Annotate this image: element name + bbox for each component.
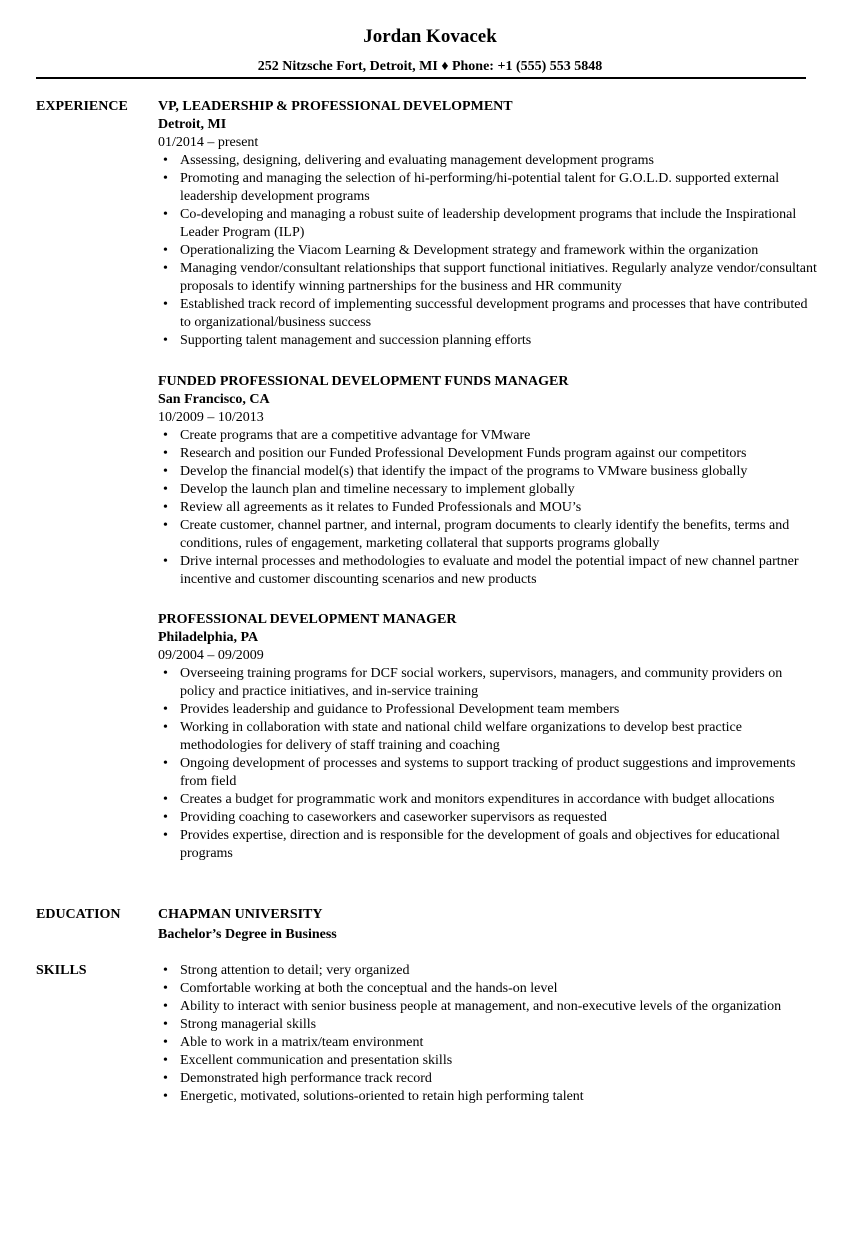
- job-duties: [158, 665, 820, 863]
- skills-list-block: [158, 962, 818, 1106]
- job-location: Detroit, MI: [158, 117, 227, 132]
- degree: Bachelor’s Degree in Business: [158, 927, 337, 942]
- list-item: • Co-developing and managing a robust suite of leadership development programs that include the Inspirational Leader Program (ILP): [180, 206, 820, 242]
- skills-list: [158, 962, 820, 1106]
- list-item: • Creates a budget for programmatic work and monitors expenditures in accordance with budget allocations: [180, 791, 820, 809]
- list-item: • Create customer, channel partner, and internal, program documents to clearly identify the benefits, terms and conditions, rules of engagement, marketing collateral that supports programs globally: [180, 517, 820, 553]
- header-divider: [36, 77, 806, 79]
- list-item: • Energetic, motivated, solutions-oriented to retain high performing talent: [180, 1088, 820, 1106]
- job-location: San Francisco, CA: [158, 392, 270, 407]
- list-item: • Develop the financial model(s) that identify the impact of the programs to VMware business globally: [180, 463, 820, 481]
- list-item: • Provides expertise, direction and is responsible for the development of goals and objectives for educational programs: [180, 827, 820, 863]
- list-item: • Strong managerial skills: [180, 1016, 820, 1034]
- job-entry: [158, 373, 818, 589]
- section-label-experience: EXPERIENCE: [36, 99, 128, 114]
- list-item: • Excellent communication and presentation skills: [180, 1052, 820, 1070]
- job-entry: [158, 611, 818, 863]
- list-item: • Drive internal processes and methodologies to evaluate and model the potential impact of new channel partner incentive and customer discounting scenarios and new products: [180, 553, 820, 589]
- list-item: • Able to work in a matrix/team environment: [180, 1034, 820, 1052]
- list-item: • Ability to interact with senior business people at management, and non-executive levels of the organization: [180, 998, 820, 1016]
- list-item: • Comfortable working at both the conceptual and the hands-on level: [180, 980, 820, 998]
- list-item: • Operationalizing the Viacom Learning & Development strategy and framework within the organization: [180, 242, 820, 260]
- list-item: • Overseeing training programs for DCF social workers, supervisors, managers, and community providers on policy and practice initiatives, and in-service training: [180, 665, 820, 701]
- list-item: • Assessing, designing, delivering and evaluating management development programs: [180, 152, 820, 170]
- list-item: • Promoting and managing the selection of hi-performing/hi-potential talent for G.O.L.D. supported external leadership development programs: [180, 170, 820, 206]
- job-entry: [158, 98, 818, 350]
- list-item: • Provides leadership and guidance to Professional Development team members: [180, 701, 820, 719]
- job-location: Philadelphia, PA: [158, 630, 259, 645]
- list-item: • Demonstrated high performance track record: [180, 1070, 820, 1088]
- list-item: • Strong attention to detail; very organized: [180, 962, 820, 980]
- list-item: • Supporting talent management and succession planning efforts: [180, 332, 820, 350]
- list-item: • Research and position our Funded Professional Development Funds program against our competitors: [180, 445, 820, 463]
- job-title: FUNDED PROFESSIONAL DEVELOPMENT FUNDS MANAGER: [158, 374, 569, 389]
- list-item: • Develop the launch plan and timeline necessary to implement globally: [180, 481, 820, 499]
- section-label-education: EDUCATION: [36, 907, 121, 922]
- candidate-name: Jordan Kovacek: [363, 26, 497, 47]
- list-item: • Established track record of implementing successful development programs and processes that have contributed to organizational/business success: [180, 296, 820, 332]
- list-item: • Create programs that are a competitive advantage for VMware: [180, 427, 820, 445]
- job-title: VP, LEADERSHIP & PROFESSIONAL DEVELOPMENT: [158, 99, 513, 114]
- list-item: • Providing coaching to caseworkers and caseworker supervisors as requested: [180, 809, 820, 827]
- job-duties: [158, 152, 820, 350]
- list-item: • Working in collaboration with state and national child welfare organizations to develop best practice methodologies for delivery of staff training and coaching: [180, 719, 820, 755]
- job-duties: [158, 427, 820, 589]
- job-dates: 09/2004 – 09/2009: [158, 648, 264, 663]
- job-dates: 10/2009 – 10/2013: [158, 410, 264, 425]
- job-title: PROFESSIONAL DEVELOPMENT MANAGER: [158, 612, 457, 627]
- list-item: • Review all agreements as it relates to Funded Professionals and MOU’s: [180, 499, 820, 517]
- list-item: • Ongoing development of processes and systems to support tracking of product suggestions and improvements from field: [180, 755, 820, 791]
- section-label-skills: SKILLS: [36, 963, 87, 978]
- list-item: • Managing vendor/consultant relationships that support functional initiatives. Regularly analyze vendor/consultant proposals to identify winning partnerships for the business and HR community: [180, 260, 820, 296]
- education-entry: [158, 906, 818, 944]
- school-name: CHAPMAN UNIVERSITY: [158, 907, 323, 922]
- contact-line: 252 Nitzsche Fort, Detroit, MI ♦ Phone: +1 (555) 553 5848: [257, 59, 603, 74]
- job-dates: 01/2014 – present: [158, 135, 259, 150]
